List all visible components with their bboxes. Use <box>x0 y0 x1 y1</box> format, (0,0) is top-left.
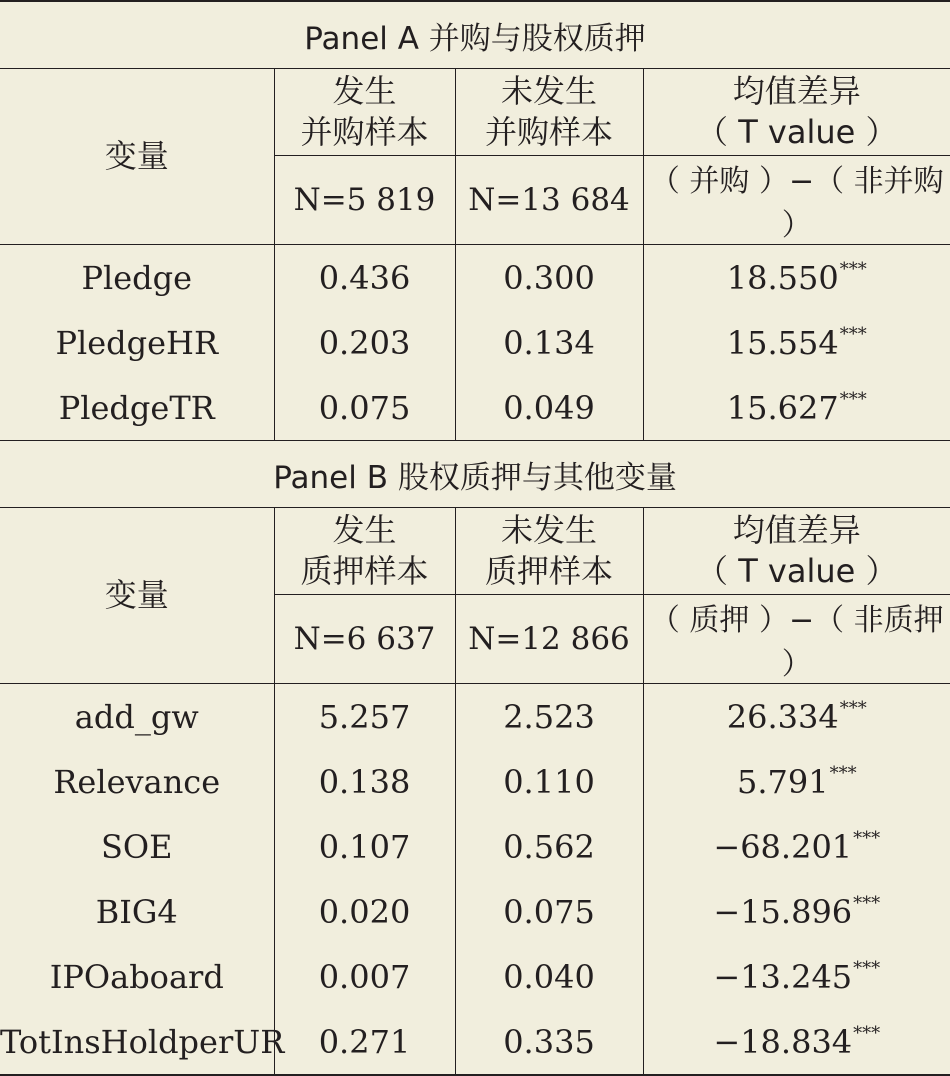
panel-a-title-row <box>0 1 950 69</box>
panel-a-diff-header <box>643 69 950 156</box>
table-row <box>0 944 950 1009</box>
t-value: 15.627 <box>727 389 839 427</box>
variable-name: TotInsHoldperUR <box>0 1009 274 1075</box>
mean-difference <box>643 1009 950 1075</box>
panel-a-n-treated: N=5 819 <box>274 156 455 245</box>
table-row <box>0 1009 950 1075</box>
panel-b-treated-header-line1: 发生 <box>275 510 455 551</box>
panel-b-diff-header <box>643 508 950 595</box>
panel-b-variable-header: 变量 <box>0 508 274 684</box>
mean-difference <box>643 684 950 750</box>
t-value: −15.896 <box>713 893 852 931</box>
variable-name: PledgeHR <box>0 310 274 375</box>
control-mean: 0.300 <box>455 245 643 311</box>
t-value: −13.245 <box>713 958 852 996</box>
t-value: −18.834 <box>713 1023 852 1061</box>
panel-a-treated-header-line2: 并购样本 <box>275 112 455 153</box>
variable-name: Relevance <box>0 749 274 814</box>
control-mean: 0.134 <box>455 310 643 375</box>
panel-a-treated-header-line1: 发生 <box>275 71 455 112</box>
mean-difference <box>643 375 950 441</box>
variable-name: SOE <box>0 814 274 879</box>
panel-a-n-diff: （ 并购 ）−（ 非并购 ） <box>643 156 950 245</box>
variable-name: add_gw <box>0 684 274 750</box>
table-row <box>0 310 950 375</box>
significance-stars: *** <box>840 324 867 345</box>
table-row <box>0 879 950 944</box>
t-value: 5.791 <box>737 763 829 801</box>
mean-difference <box>643 310 950 375</box>
panel-b-treated-header-line2: 质押样本 <box>275 551 455 592</box>
variable-name: PledgeTR <box>0 375 274 441</box>
panel-a-title: Panel A 并购与股权质押 <box>0 1 950 69</box>
t-value: 15.554 <box>727 324 839 362</box>
variable-name: Pledge <box>0 245 274 311</box>
table-row <box>0 814 950 879</box>
t-value: 18.550 <box>727 259 839 297</box>
panel-a-header-row <box>0 69 950 156</box>
treated-mean: 0.007 <box>274 944 455 1009</box>
panel-a-control-header <box>455 69 643 156</box>
panel-b-control-header <box>455 508 643 595</box>
treated-mean: 0.203 <box>274 310 455 375</box>
panel-b-n-control: N=12 866 <box>455 595 643 684</box>
panel-a <box>0 1 950 441</box>
t-value: 26.334 <box>727 698 839 736</box>
panel-b-title-row <box>0 441 950 508</box>
control-mean: 0.049 <box>455 375 643 441</box>
treated-mean: 0.138 <box>274 749 455 814</box>
panel-a-n-control: N=13 684 <box>455 156 643 245</box>
panel-b-control-header-line1: 未发生 <box>456 510 643 551</box>
significance-stars: *** <box>853 1023 880 1044</box>
table-row <box>0 375 950 441</box>
control-mean: 0.335 <box>455 1009 643 1075</box>
panel-a-diff-header-line2: （ T value ） <box>644 112 950 153</box>
panel-b-n-diff: （ 质押 ）−（ 非质押 ） <box>643 595 950 684</box>
panel-a-diff-header-line1: 均值差异 <box>644 71 950 112</box>
treated-mean: 0.436 <box>274 245 455 311</box>
control-mean: 0.562 <box>455 814 643 879</box>
significance-stars: *** <box>853 828 880 849</box>
mean-difference <box>643 944 950 1009</box>
table-row <box>0 749 950 814</box>
table-row <box>0 245 950 311</box>
variable-name: BIG4 <box>0 879 274 944</box>
panel-a-treated-header <box>274 69 455 156</box>
treated-mean: 0.020 <box>274 879 455 944</box>
treated-mean: 5.257 <box>274 684 455 750</box>
panel-a-control-header-line1: 未发生 <box>456 71 643 112</box>
panel-b <box>0 441 950 1076</box>
panel-a-variable-header: 变量 <box>0 69 274 245</box>
panel-b-diff-header-line2: （ T value ） <box>644 551 950 592</box>
panel-b-title: Panel B 股权质押与其他变量 <box>0 441 950 508</box>
control-mean: 0.040 <box>455 944 643 1009</box>
treated-mean: 0.107 <box>274 814 455 879</box>
panel-b-header-row <box>0 508 950 595</box>
significance-stars: *** <box>853 893 880 914</box>
t-value: −68.201 <box>713 828 852 866</box>
significance-stars: *** <box>840 389 867 410</box>
treated-mean: 0.271 <box>274 1009 455 1075</box>
treated-mean: 0.075 <box>274 375 455 441</box>
mean-difference <box>643 814 950 879</box>
table-row <box>0 684 950 750</box>
mean-difference <box>643 879 950 944</box>
panel-b-control-header-line2: 质押样本 <box>456 551 643 592</box>
panel-a-control-header-line2: 并购样本 <box>456 112 643 153</box>
control-mean: 2.523 <box>455 684 643 750</box>
control-mean: 0.110 <box>455 749 643 814</box>
panel-b-treated-header <box>274 508 455 595</box>
panel-b-diff-header-line1: 均值差异 <box>644 510 950 551</box>
mean-difference <box>643 749 950 814</box>
mean-difference <box>643 245 950 311</box>
panel-b-n-treated: N=6 637 <box>274 595 455 684</box>
significance-stars: *** <box>840 259 867 280</box>
significance-stars: *** <box>830 763 857 784</box>
significance-stars: *** <box>840 698 867 719</box>
variable-name: IPOaboard <box>0 944 274 1009</box>
control-mean: 0.075 <box>455 879 643 944</box>
significance-stars: *** <box>853 958 880 979</box>
